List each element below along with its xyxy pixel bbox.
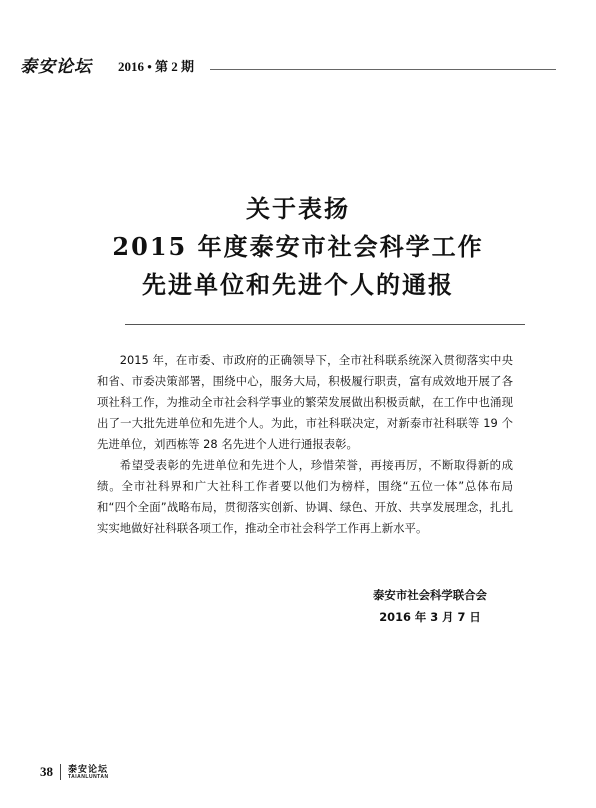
signature-date: 2016 年 3 月 7 日 bbox=[379, 610, 481, 624]
footer-brand-cn: 泰安论坛 bbox=[68, 765, 109, 775]
footer-divider bbox=[60, 764, 61, 780]
article-body bbox=[97, 350, 513, 539]
journal-brand: 泰安论坛 bbox=[20, 57, 92, 77]
issue-label: 2016 • 第 2 期 bbox=[118, 59, 195, 74]
body-paragraph-2: 希望受表彰的先进单位和先进个人，珍惜荣誉，再接再厉，不断取得新的成绩。全市社科界和广大社科工作者要以他们为榜样，围绕“五位一体”总体布局和“四个全面”战略布局，贯彻落实创新、协调、绿色、开放、共享发展理念，扎扎实实地做好社科联各项工作，推动全市社会科学工作再上新水平。 bbox=[97, 458, 513, 535]
title-line-1: 关于表扬 bbox=[246, 194, 350, 223]
title-divider bbox=[125, 324, 525, 325]
footer-brand-en: TAIANLUNTAN bbox=[68, 774, 109, 780]
page-header bbox=[20, 52, 556, 76]
page-number: 38 bbox=[40, 764, 53, 779]
body-paragraph-1: 2015 年，在市委、市政府的正确领导下，全市社科联系统深入贯彻落实中央和省、市委决策部署，围绕中心，服务大局，积极履行职责，富有成效地开展了各项社科工作，为推动全市社会科学事业的繁荣发展做出积极贡献，在工作中也涌现出了一大批先进单位和先进个人。为此，市社科联决定，对新泰市社科联等 19 个先进单位，刘西栋等 28 名先进个人进行通报表彰。 bbox=[97, 353, 513, 451]
signature-organization: 泰安市社会科学联合会 bbox=[373, 588, 487, 602]
article-title bbox=[0, 190, 596, 304]
header-rule bbox=[210, 69, 556, 70]
signature-block bbox=[355, 584, 505, 628]
title-line-3: 先进单位和先进个人的通报 bbox=[142, 270, 454, 299]
title-line-2: 2015 年度泰安市社会科学工作 bbox=[112, 232, 484, 261]
